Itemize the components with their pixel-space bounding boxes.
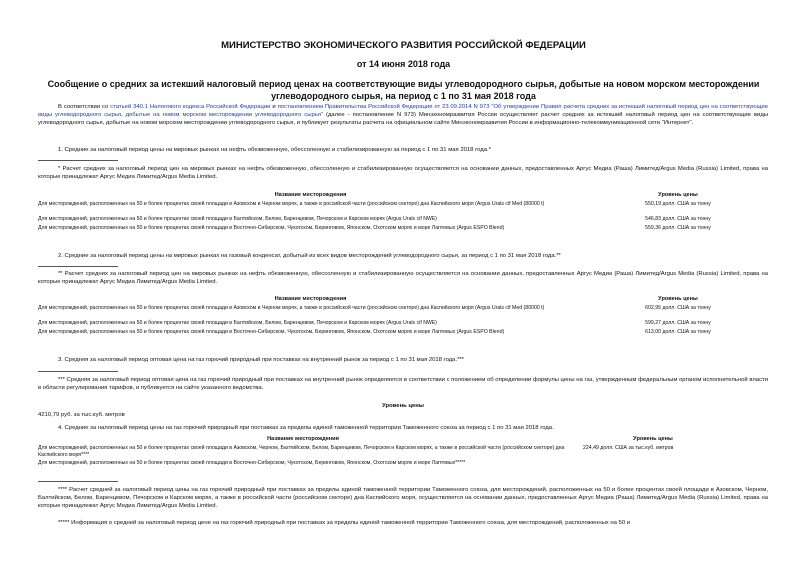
table-row — [38, 460, 768, 469]
table-header — [38, 192, 768, 201]
intro-paragraph — [38, 103, 768, 128]
section4-heading: 4. Средние за налоговый период цены на газ горючий природный при поставках за пределы единой таможенной территории Таможенного союза за период с 1 по 31 мая 2018 года. — [58, 425, 554, 431]
section3-footnote: *** Средняя за налоговый период оптовая цена на газ горючий природный при поставках на внутренний рынок определяется в соответствии с положением об определении формулы цены на газ, утвержденным федеральным органом исполнительной власти в области регулирования тарифов, и публикуется на сайте указанного ведомства. — [38, 377, 768, 392]
table-row — [38, 225, 768, 239]
column-header-name: Название месторождения — [274, 192, 347, 198]
price-value: 224,49 долл. США за тыс.куб. метров — [583, 445, 674, 451]
document-date: от 14 июня 2018 года — [356, 59, 451, 69]
table-row — [38, 445, 768, 460]
field-name: Для месторождений, расположенных на 50 и более процентах своей площади в Азовском и Черном морях, а также в российской части (российском секторе) дна Каспийского моря (Argus Urals cif Med (80000 t) — [38, 201, 545, 207]
price-value: 599,27 долл. США за тонну — [645, 320, 711, 326]
section1-footnote: * Расчет средних за налоговый период цен на мировых рынках на нефть обезвоженную, обессоленную и стабилизированную осуществляется на основании данных, предоставленных Аргус Медиа (Раша) Лимитед/Argus Media (Russia) Limited, права на которые принадлежат Аргус Медиа Лимитед/Argus Media Limited. — [38, 166, 768, 181]
field-name: Для месторождений, расположенных на 50 и более процентах своей площади в Восточно-Сибирском, Чукотском, Беринговом, Японском, Охотском морях и море Лаптевых (Argus ESPO Blend) — [38, 329, 505, 335]
section1-heading: 1. Средние за налоговый период цены на мировых рынках на нефть обезвоженную, обессоленную и стабилизированную за период с 1 по 31 мая 2018 года.* — [58, 147, 491, 153]
section4-footnote-5: ***** Информация о средней за налоговый период цене на газ горючий природный при поставках за пределы единой таможенной территории Таможенного союза, для месторождений, расположенных на 50 и — [58, 520, 631, 526]
footnote-divider — [38, 160, 118, 161]
section1-table — [38, 192, 768, 239]
price-value: 602,95 долл. США за тонну — [645, 305, 711, 311]
section3-price-header: Уровень цены — [382, 403, 424, 409]
price-value: 559,36 долл. США за тонну — [645, 225, 711, 231]
section3-price-value: 4210,79 руб. за тыс.куб. метров — [38, 412, 125, 418]
table-row — [38, 329, 768, 343]
intro-text-1: В соответствии со — [58, 104, 111, 110]
footnote-divider — [38, 371, 118, 372]
section2-heading: 2. Средние за налоговый период цены на мировых рынках на газовый конденсат, добытый из всех видов месторождений углеводородного сырья, за период с 1 по 31 мая 2018 года.** — [58, 253, 561, 259]
table-row — [38, 201, 768, 216]
ministry-heading: МИНИСТЕРСТВО ЭКОНОМИЧЕСКОГО РАЗВИТИЯ РОССИЙСКОЙ ФЕДЕРАЦИИ — [221, 40, 586, 51]
intro-text-3: (далее - постановление N 973) Минэкономразвития России осуществляет расчет средних за истекший налоговый период цен на соответствующие виды углеводородного сырья, добытые на новом морском месторождении углеводородного сырья, и публикует результаты расчета на официальном сайте Минэкономразвития России в информационно-телекоммуникационной сети "Интернет". — [38, 112, 768, 127]
field-name: Для месторождений, расположенных на 50 и более процентах своей площади в Балтийском, Белом, Баренцевом, Печорском и Карском морях (Argus Urals cif NWE) — [38, 320, 438, 326]
section3-heading: 3. Средняя за налоговый период оптовая цена на газ горючий природный при поставках на внутренний рынок за период с 1 по 31 мая 2018 года.*** — [58, 357, 464, 363]
footnote-divider — [38, 266, 118, 267]
table-header — [38, 296, 768, 305]
column-header-name: Название месторождения — [274, 296, 347, 302]
field-name: Для месторождений, расположенных на 50 и более процентах своей площади в Восточно-Сибирском, Чукотском, Беринговом, Японском, Охотском морях и море Лаптевых (Argus ESPO Blend) — [38, 225, 505, 231]
section2-table — [38, 296, 768, 343]
field-name: Для месторождений, расположенных на 50 и более процентах своей площади в Восточно-Сибирском, Чукотском, Беринговом, Японском, Охотском морях и море Лаптевых***** — [38, 460, 466, 466]
field-name: Для месторождений, расположенных на 50 и более процентах своей площади в Балтийском, Белом, Баренцевом, Печорском и Карском морях (Argus Urals cif NWE) — [38, 216, 438, 222]
section4-table — [38, 436, 768, 469]
column-header-price: Уровень цены — [658, 192, 698, 198]
field-name: Для месторождений, расположенных на 50 и более процентах своей площади в Азовском и Черном морях, а также в российской части (российском секторе) дна Каспийского моря (Argus Urals cif Med (80000 t) — [38, 305, 545, 311]
intro-text-2: и — [270, 104, 278, 110]
table-header — [38, 436, 768, 445]
price-value: 613,00 долл. США за тонну — [645, 329, 711, 335]
price-value: 546,83 долл. США за тонну — [645, 216, 711, 222]
footnote-divider — [38, 481, 118, 482]
government-decree-link[interactable]: постановлением Правительства Российской Федерации от 23.09.2014 N 973 "Об утверждении Правил расчета средних за истекший налоговый период цен на соответствующие виды углеводородного сырья, добытые на новом морском месторождении углеводородного сырья" — [38, 104, 768, 119]
document-title: Сообщение о средних за истекший налоговый период ценах на соответствующие виды углеводородного сырья, добытые на новом морском месторождении углеводородного сырья, на период с 1 по 31 мая 2018 года — [47, 79, 760, 101]
table-row — [38, 305, 768, 320]
tax-code-link[interactable]: статьей 340.1 Налогового кодекса Российской Федерации — [110, 104, 271, 110]
section4-footnote-4: **** Расчет средней за налоговый период цены на газ горючий природный при поставках за пределы единой таможенной территории Таможенного союза, для месторождений, расположенных на 50 и более процентах своей площади в Азовском, Черном, Балтийском, Белом, Баренцевом, Печорском и Карском морях, а также в российской части (российском секторе) дна Каспийского моря, осуществляется на основании данных, предоставленных Аргус Медиа (Раша) Лимитед/Argus Media (Russia) Limited, права на которые принадлежат Аргус Медиа Лимитед/Argus Media Limited. — [38, 487, 768, 510]
table-row — [38, 216, 768, 225]
column-header-price: Уровень цены — [633, 436, 673, 442]
price-value: 550,19 долл. США за тонну — [645, 201, 711, 207]
column-header-name: Название месторождения — [267, 436, 339, 442]
field-name: Для месторождений, расположенных на 50 и более процентах своей площади в Азовском, Черном, Балтийском, Белом, Баренцевом, Печорском и Карском морях, а также в российской части (российском секторе) дна Каспийского моря**** — [38, 445, 565, 458]
table-row — [38, 320, 768, 329]
column-header-price: Уровень цены — [658, 296, 698, 302]
section2-footnote: ** Расчет средних за налоговый период цен на мировых рынках на нефть обезвоженную, обессоленную и стабилизированную осуществляется на основании данных, предоставленных Аргус Медиа (Раша) Лимитед/Argus Media (Russia) Limited, права на которые принадлежат Аргус Медиа Лимитед/Argus Media Limited. — [38, 271, 768, 286]
